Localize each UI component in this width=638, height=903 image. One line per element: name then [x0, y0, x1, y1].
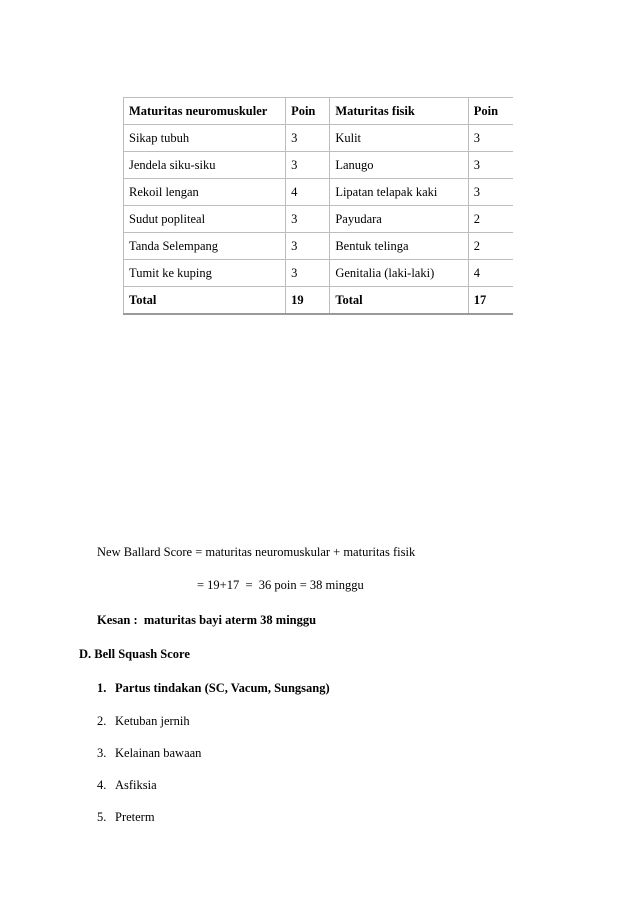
list-item	[97, 681, 330, 696]
table-cell: 4	[468, 260, 513, 287]
list-item-text: Partus tindakan (SC, Vacum, Sungsang)	[115, 681, 330, 695]
table-row	[124, 125, 514, 152]
total-value-2: 17	[468, 287, 513, 315]
table-cell: Genitalia (laki-laki)	[330, 260, 468, 287]
list-item-text: Kelainan bawaan	[115, 746, 202, 760]
table-cell: Lipatan telapak kaki	[330, 179, 468, 206]
list-item-text: Ketuban jernih	[115, 714, 190, 728]
table-cell: Tanda Selempang	[124, 233, 286, 260]
section-heading: D. Bell Squash Score	[79, 647, 190, 661]
table-cell: 3	[286, 260, 330, 287]
table-cell: Lanugo	[330, 152, 468, 179]
table-header-row	[124, 98, 514, 125]
table-row	[124, 206, 514, 233]
header-points-1: Poin	[286, 98, 330, 125]
total-value-1: 19	[286, 287, 330, 315]
formula-line-2: = 19+17 = 36 poin = 38 minggu	[197, 578, 364, 592]
table-cell: Sudut popliteal	[124, 206, 286, 233]
list-item	[97, 778, 157, 793]
table-cell: 3	[468, 152, 513, 179]
table-cell: 2	[468, 233, 513, 260]
table-cell: Jendela siku-siku	[124, 152, 286, 179]
list-item-number: 4.	[97, 778, 107, 792]
total-label-2: Total	[330, 287, 468, 315]
table-cell: 3	[468, 179, 513, 206]
formula-line-1: New Ballard Score = maturitas neuromuskular + maturitas fisik	[97, 545, 416, 559]
table-cell: Kulit	[330, 125, 468, 152]
table-cell: 3	[468, 125, 513, 152]
table-row	[124, 179, 514, 206]
table-total-row	[124, 287, 514, 315]
table-cell: Rekoil lengan	[124, 179, 286, 206]
table-cell: Tumit ke kuping	[124, 260, 286, 287]
ballard-score-table	[123, 97, 513, 315]
list-item	[97, 714, 190, 729]
table-row	[124, 260, 514, 287]
table-cell: Payudara	[330, 206, 468, 233]
list-item	[97, 746, 201, 761]
table-cell: 2	[468, 206, 513, 233]
list-item-text: Preterm	[115, 810, 155, 824]
list-item-number: 1.	[97, 681, 107, 695]
table-cell: Sikap tubuh	[124, 125, 286, 152]
table-cell: 4	[286, 179, 330, 206]
header-points-2: Poin	[468, 98, 513, 125]
list-item-number: 3.	[97, 746, 107, 760]
table-cell: Bentuk telinga	[330, 233, 468, 260]
table-row	[124, 152, 514, 179]
table-cell: 3	[286, 206, 330, 233]
header-physical: Maturitas fisik	[330, 98, 468, 125]
table-cell: 3	[286, 233, 330, 260]
list-item	[97, 810, 155, 825]
table-cell: 3	[286, 125, 330, 152]
list-item-text: Asfiksia	[115, 778, 157, 792]
list-item-number: 2.	[97, 714, 107, 728]
table-cell: 3	[286, 152, 330, 179]
kesan-conclusion: Kesan : maturitas bayi aterm 38 minggu	[97, 613, 317, 627]
header-neuromuscular: Maturitas neuromuskuler	[124, 98, 286, 125]
list-item-number: 5.	[97, 810, 107, 824]
total-label-1: Total	[124, 287, 286, 315]
table-row	[124, 233, 514, 260]
